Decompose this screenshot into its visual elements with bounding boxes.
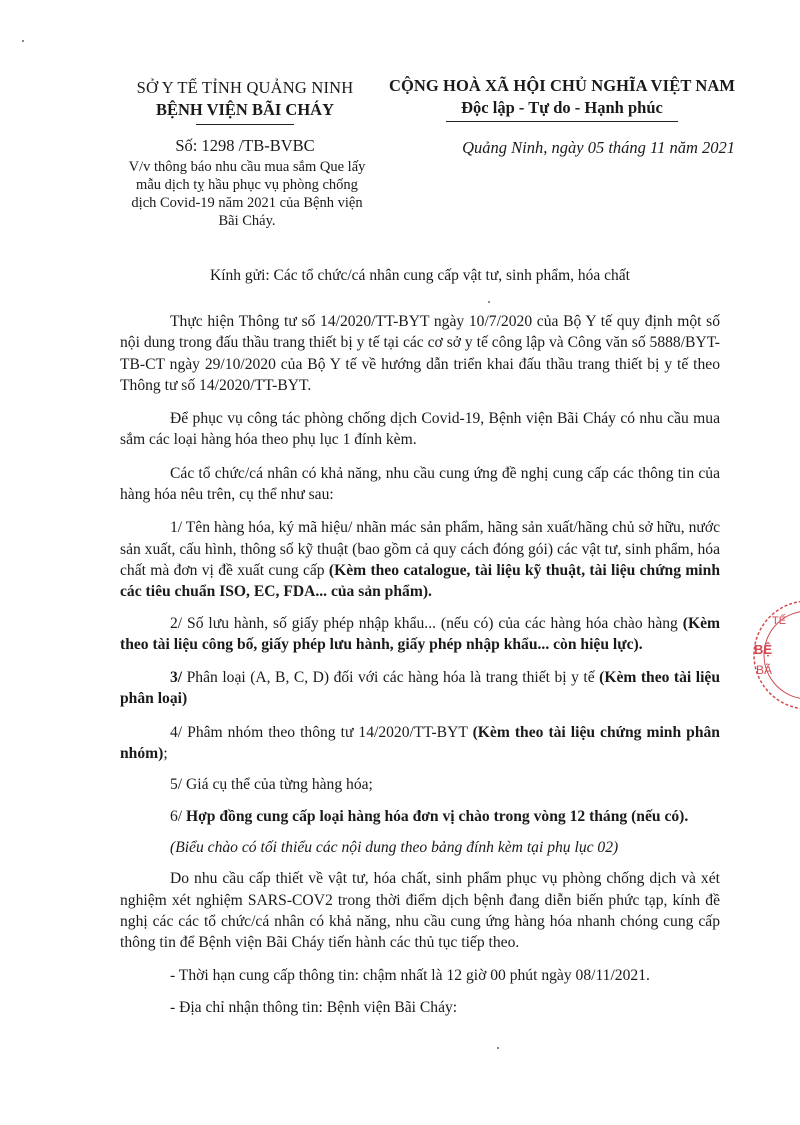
issuer-header <box>120 78 370 125</box>
list-item-3 <box>120 667 720 710</box>
item-3-bold: (Kèm theo tài liệu phân loại) <box>120 669 721 708</box>
item-4-end: ; <box>163 745 168 763</box>
list-item-1 <box>120 517 720 602</box>
national-header <box>382 76 742 122</box>
item-6-number: 6/ <box>170 807 183 825</box>
scan-speck <box>22 40 24 42</box>
list-item-4 <box>120 722 720 765</box>
item-2-text: 2/ Số lưu hành, số giấy phép nhập khẩu... (nếu có) của các hàng hóa chào hàng <box>170 614 683 632</box>
appendix-note: (Biểu chào có tối thiểu các nội dung theo bảng đính kèm tại phụ lục 02) <box>170 838 619 856</box>
scan-speck <box>488 301 490 303</box>
motto: Độc lập - Tự do - Hạnh phúc <box>461 98 663 117</box>
recipient-line: Kính gửi: Các tổ chức/cá nhân cung cấp vật tư, sinh phẩm, hóa chất <box>210 267 630 284</box>
item-4-text: 4/ Phâm nhóm theo thông tư 14/2020/TT-BYT <box>170 723 473 741</box>
paragraph-legal-basis: Thực hiện Thông tư số 14/2020/TT-BYT ngày 10/7/2020 của Bộ Y tế quy định một số nội dung trong đấu thầu trang thiết bị y tế tại các cơ sở y tế công lập và Công văn số 5888/BYT-TB-CT ngày 29/10/2020 của Bộ Y tế về hướng dẫn triển khai đấu thầu trang thiết bị y tế theo Thông tư số 14/2020/TT-BYT. <box>120 313 720 394</box>
list-item-2 <box>120 613 720 656</box>
stamp-text-1: TẾ <box>772 615 787 627</box>
letter-body <box>120 311 720 1018</box>
place-date: Quảng Ninh, ngày 05 tháng 11 năm 2021 <box>462 138 735 157</box>
paragraph-request: Các tổ chức/cá nhân có khả năng, nhu cầu cung ứng đề nghị cung cấp các thông tin của hàng hóa nêu trên, cụ thể như sau: <box>120 464 720 504</box>
issuer-underline <box>196 124 294 125</box>
issuer-parent: SỞ Y TẾ TỈNH QUẢNG NINH <box>136 78 354 97</box>
item-1-bold: (Kèm theo catalogue, tài liệu kỹ thuật, tài liệu chứng minh các tiêu chuẩn ISO, EC, FDA... của sản phẩm). <box>120 561 720 601</box>
document-subject: V/v thông báo nhu cầu mua sắm Que lấy mẫu dịch tỵ hầu phục vụ phòng chống dịch Covid-19 năm 2021 của Bệnh viện Bãi Cháy. <box>128 159 366 229</box>
issuer-name: BỆNH VIỆN BÃI CHÁY <box>155 100 335 119</box>
list-item-6 <box>120 806 720 827</box>
document-number: Số: 1298 /TB-BVBC <box>175 136 315 155</box>
item-2-bold: (Kèm theo tài liệu công bố, giấy phép lưu hành, giấy phép nhập khẩu... còn hiệu lực). <box>120 614 720 653</box>
item-3-text: Phân loại (A, B, C, D) đối với các hàng hóa là trang thiết bị y tế <box>182 669 600 687</box>
paragraph-purpose: Để phục vụ công tác phòng chống dịch Covid-19, Bệnh viện Bãi Cháy có nhu cầu mua sắm các loại hàng hóa theo phụ lục 1 đính kèm. <box>120 410 720 449</box>
stamp-text-3: BÃ <box>756 663 773 677</box>
item-3-number: 3/ <box>170 669 183 687</box>
address-line: - Địa chỉ nhận thông tin: Bệnh viện Bãi Cháy: <box>170 998 458 1016</box>
item-6-bold: Hợp đồng cung cấp loại hàng hóa đơn vị chào trong vòng 12 tháng (nếu có). <box>182 807 689 825</box>
item-1-text: 1/ Tên hàng hóa, ký mã hiệu/ nhãn mác sản phẩm, hãng sản xuất/hãng chủ sở hữu, nước sản xuất, cấu hình, thông số kỹ thuật (bao gồm cả quy cách đóng gói) các vật tư, sinh phẩm, hóa chất mà đơn vị đề xuất cung cấp <box>120 519 721 579</box>
list-item-5: 5/ Giá cụ thể của từng hàng hóa; <box>170 776 373 794</box>
item-4-bold: (Kèm theo tài liệu chứng minh phân nhóm) <box>120 723 720 763</box>
scan-speck <box>497 1047 499 1049</box>
paragraph-urgent: Do nhu cầu cấp thiết về vật tư, hóa chất, sinh phẩm phục vụ phòng chống dịch và xét nghiệm xét nghiệm SARS-COV2 trong thời điểm dịch bệnh đang diễn biến phức tạp, kính đề nghị các các tổ chức/cá nhân có khả năng, nhu cầu cung ứng hàng hóa nhanh chóng cung cấp thông tin để Bệnh viện Bãi Cháy tiến hành các thủ tục tiếp theo. <box>120 870 720 952</box>
motto-underline <box>446 121 678 122</box>
country-name: CỘNG HOÀ XÃ HỘI CHỦ NGHĨA VIỆT NAM <box>388 76 736 95</box>
deadline-line: - Thời hạn cung cấp thông tin: chậm nhất là 12 giờ 00 phút ngày 08/11/2021. <box>170 967 650 985</box>
stamp-text-2: BỆ <box>754 642 773 657</box>
red-seal-stamp <box>748 600 800 710</box>
